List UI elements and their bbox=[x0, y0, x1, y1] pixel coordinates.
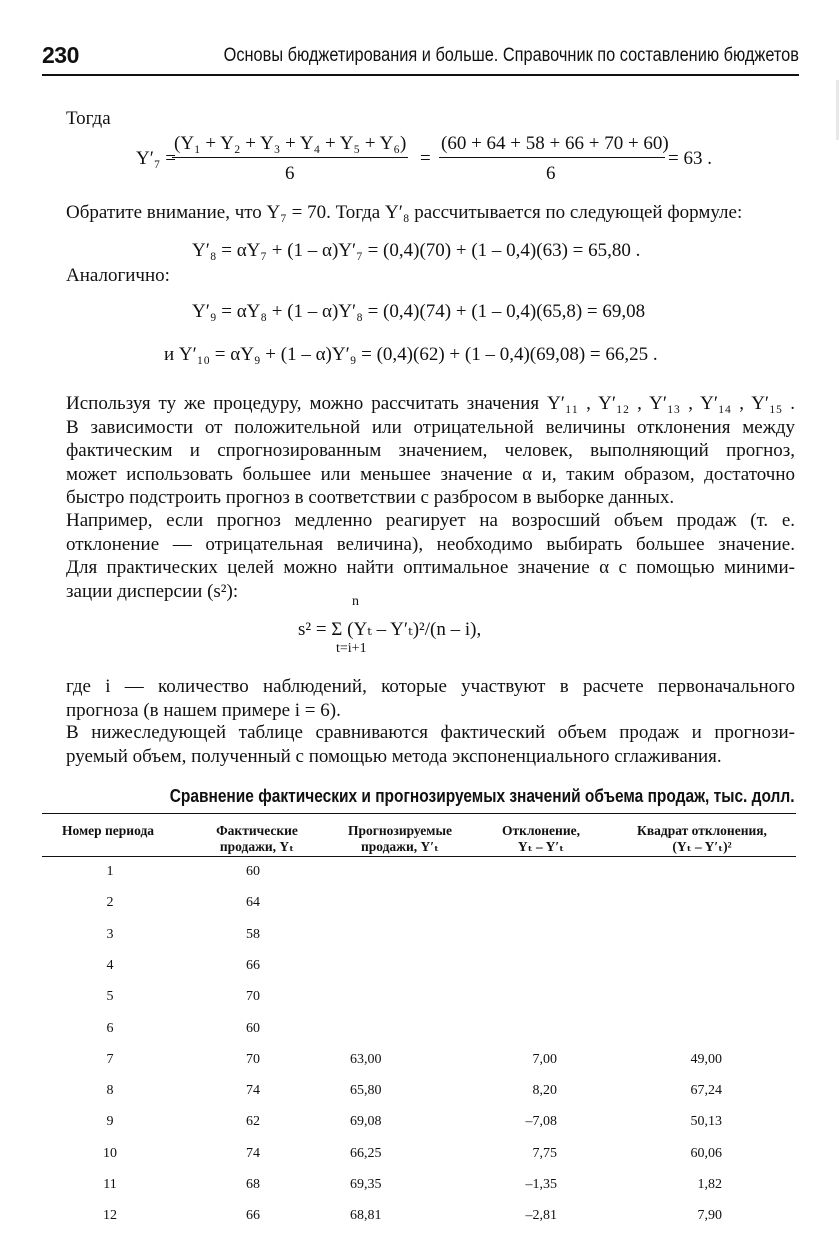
text-line: отклонение — отрицательная величина), необходимо выбирать большее значение. bbox=[66, 533, 795, 555]
text-line: зации дисперсии (s²): bbox=[66, 580, 239, 602]
text-line: прогноза (в нашем примере i = 6). bbox=[66, 699, 341, 721]
actual-cell: 74 bbox=[246, 1083, 260, 1099]
actual-cell: 68 bbox=[246, 1177, 260, 1192]
note-line: Обратите внимание, что Y₇ = 70. Тогда Y′₈ рассчитывается по следующей формуле: bbox=[66, 202, 743, 223]
fraction-bar bbox=[172, 157, 408, 158]
header-text: Фактические bbox=[216, 823, 298, 838]
table-top-rule bbox=[42, 813, 796, 814]
actual-cell: 66 bbox=[246, 1208, 260, 1224]
column-header-forecast bbox=[330, 823, 470, 855]
period-cell: 1 bbox=[106, 864, 114, 879]
period-cell: 8 bbox=[106, 1083, 114, 1099]
deviation-cell: 8,20 bbox=[532, 1083, 557, 1099]
fraction-bar bbox=[439, 157, 665, 158]
period-cell: 4 bbox=[106, 957, 114, 973]
table-header-rule bbox=[42, 856, 796, 857]
period-cell: 11 bbox=[103, 1177, 117, 1192]
actual-cell: 70 bbox=[246, 989, 260, 1005]
text-line: быстро подстроить прогноз в соответствии с разбросом в выборке данных. bbox=[66, 487, 675, 508]
variance-formula: s² = Σ (Yₜ – Y′ₜ)²/(n – i), bbox=[298, 619, 482, 640]
deviation-cell: –2,81 bbox=[525, 1208, 557, 1224]
header-text: Отклонение, bbox=[502, 823, 580, 838]
period-cell: 3 bbox=[106, 926, 114, 942]
actual-cell: 70 bbox=[246, 1051, 260, 1067]
header-text: Прогнозируемые bbox=[347, 823, 452, 838]
y10-formula: и Y′₁₀ = αY₉ + (1 – α)Y′₉ = (0,4)(62) + (1 – 0,4)(69,08) = 66,25 . bbox=[164, 344, 658, 365]
forecast-cell: 65,80 bbox=[350, 1083, 382, 1099]
text-line: В зависимости от положительной или отрицательной величины отклонения между bbox=[66, 416, 795, 438]
y7-numerator-symbolic: (Y₁ + Y₂ + Y₃ + Y₄ + Y₅ + Y₆) bbox=[174, 133, 407, 154]
text-line: руемый объем, полученный с помощью метода экспоненциального сглаживания. bbox=[66, 745, 722, 767]
forecast-cell: 69,08 bbox=[350, 1114, 382, 1130]
column-header-squared-deviation bbox=[612, 823, 792, 855]
forecast-cell: 66,25 bbox=[350, 1145, 382, 1161]
y7-numerator-numeric: (60 + 64 + 58 + 66 + 70 + 60) bbox=[441, 133, 669, 154]
paragraph-4 bbox=[66, 721, 795, 768]
deviation-cell: –1,35 bbox=[525, 1177, 557, 1192]
y7-lhs: Y′₇ = bbox=[136, 148, 176, 169]
actual-cell: 62 bbox=[246, 1114, 260, 1130]
squared-deviation-cell: 60,06 bbox=[690, 1145, 722, 1161]
actual-cell: 60 bbox=[246, 864, 260, 879]
squared-deviation-cell: 49,00 bbox=[690, 1051, 722, 1067]
header-text: (Yₜ – Y′ₜ)² bbox=[672, 839, 732, 854]
sum-upper-limit: n bbox=[352, 594, 359, 609]
y9-formula: Y′₉ = αY₈ + (1 – α)Y′₈ = (0,4)(74) + (1 – 0,4)(65,8) = 69,08 bbox=[192, 301, 646, 322]
header-text: продажи, Y′ₜ bbox=[360, 839, 440, 854]
squared-deviation-cell: 7,90 bbox=[697, 1208, 722, 1224]
period-cell: 10 bbox=[103, 1145, 117, 1161]
togda-label: Тогда bbox=[66, 108, 111, 129]
actual-cell: 66 bbox=[246, 957, 260, 973]
table-title: Сравнение фактических и прогнозируемых значений объема продаж, тыс. долл. bbox=[170, 786, 795, 806]
column-header-actual bbox=[192, 823, 322, 855]
actual-cell: 58 bbox=[246, 926, 260, 942]
y7-denominator-2: 6 bbox=[546, 163, 556, 184]
period-cell: 7 bbox=[106, 1051, 114, 1067]
forecast-cell: 69,35 bbox=[350, 1177, 382, 1192]
header-text: продажи, Yₜ bbox=[219, 839, 295, 854]
paragraph-1 bbox=[66, 392, 795, 510]
running-header bbox=[42, 40, 799, 76]
period-cell: 5 bbox=[106, 989, 114, 1005]
paragraph-3 bbox=[66, 675, 795, 722]
forecast-cell: 68,81 bbox=[350, 1208, 382, 1224]
header-text: Номер периода bbox=[61, 823, 155, 838]
column-header-deviation bbox=[476, 823, 606, 855]
text-line: фактическим и спрогнозированным значением, человек, выполняющий прогноз, bbox=[66, 440, 795, 461]
squared-deviation-cell: 1,82 bbox=[697, 1177, 722, 1192]
sum-lower-limit: t=i+1 bbox=[336, 641, 367, 656]
actual-cell: 74 bbox=[246, 1145, 260, 1161]
period-cell: 6 bbox=[106, 1020, 114, 1036]
column-header-period bbox=[48, 823, 168, 839]
analog-label: Аналогично: bbox=[66, 265, 170, 286]
deviation-cell: –7,08 bbox=[525, 1114, 557, 1130]
paragraph-2 bbox=[66, 509, 795, 603]
header-text: Квадрат отклонения, bbox=[637, 823, 767, 838]
squared-deviation-cell: 67,24 bbox=[690, 1083, 722, 1099]
header-text: Yₜ – Y′ₜ bbox=[517, 839, 565, 854]
text-line: может использовать большее или меньшее значение α и, таким образом, достаточно bbox=[66, 463, 795, 485]
text-line: Например, если прогноз медленно реагирует на возросший объем продаж (т. е. bbox=[66, 510, 795, 531]
text-line: Для практических целей можно найти оптимальное значение α с помощью миними- bbox=[66, 557, 795, 578]
running-title: Основы бюджетирования и больше. Справочник по составлению бюджетов bbox=[223, 45, 799, 66]
text-line: где i — количество наблюдений, которые участвуют в расчете первоначального bbox=[66, 676, 795, 697]
period-cell: 2 bbox=[106, 895, 114, 911]
squared-deviation-cell: 50,13 bbox=[690, 1114, 722, 1130]
page-number: 230 bbox=[42, 42, 79, 68]
y7-result: = 63 . bbox=[668, 148, 712, 169]
equals-sign: = bbox=[420, 148, 431, 169]
y7-denominator-1: 6 bbox=[285, 163, 295, 184]
period-cell: 9 bbox=[106, 1114, 114, 1130]
deviation-cell: 7,00 bbox=[532, 1051, 557, 1067]
deviation-cell: 7,75 bbox=[532, 1145, 557, 1161]
text-line: Используя ту же процедуру, можно рассчитать значения Y′₁₁ , Y′₁₂ , Y′₁₃ , Y′₁₄ , Y′₁₅ . bbox=[66, 393, 795, 414]
y8-formula: Y′₈ = αY₇ + (1 – α)Y′₇ = (0,4)(70) + (1 – 0,4)(63) = 65,80 . bbox=[192, 240, 641, 261]
text-line: В нижеследующей таблице сравниваются фактический объем продаж и прогнози- bbox=[66, 722, 795, 743]
period-cell: 12 bbox=[103, 1208, 117, 1224]
forecast-cell: 63,00 bbox=[350, 1051, 382, 1067]
actual-cell: 64 bbox=[246, 895, 260, 911]
actual-cell: 60 bbox=[246, 1020, 260, 1036]
